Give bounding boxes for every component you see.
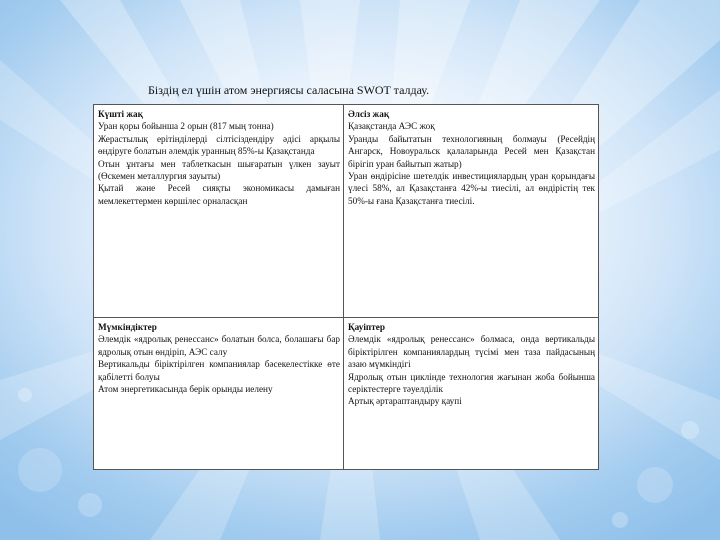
opportunities-heading: Мүмкіндіктер	[98, 322, 157, 332]
weaknesses-item: Уранды байытатын технологияның болмауы (Ресейдің Ангарск, Новоуральск қалаларында Ресей мен Қазақстан бірігіп уран байытып жатыр)	[348, 133, 595, 169]
opportunities-item: Әлемдік «ядролық ренессанс» болатын болса, болашағы бар ядролық отын өндіріп, АЭС салу	[98, 334, 340, 357]
swot-table	[93, 104, 599, 470]
threats-item: Әлемдік «ядролық ренессанс» болмаса, онда вертикальды біріктірілген компаниялардың түсімі мен таза пайдасының азаю мүмкіндігі	[348, 334, 595, 370]
strengths-item: Уран қоры бойынша 2 орын (817 мың тонна)	[98, 121, 274, 132]
opportunities-item: Атом энергетикасында берік орынды иелену	[98, 384, 273, 395]
threats-heading: Қауіптер	[348, 322, 385, 332]
strengths-cell	[94, 105, 344, 318]
threats-item: Артық әртараптандыру қаупі	[348, 396, 462, 407]
weaknesses-item: Қазақстанда АЭС жоқ	[348, 121, 435, 132]
threats-cell	[344, 318, 599, 470]
weaknesses-cell	[344, 105, 599, 318]
threats-item: Ядролық отын циклінде технология жағынан жоба бойынша серіктестерге тәуелділік	[348, 371, 595, 395]
opportunities-cell	[94, 318, 344, 470]
table-row	[94, 318, 599, 470]
weaknesses-heading: Әлсіз жақ	[348, 109, 390, 119]
strengths-item: Қытай және Ресей сияқты экономикасы дамыған мемлекеттермен көршілес орналасқан	[98, 183, 340, 206]
strengths-heading: Күшті жақ	[98, 109, 143, 119]
opportunities-item: Вертикальды біріктірілген компаниялар бәсекелестікке өте қабілетті болуы	[98, 359, 340, 382]
strengths-item: Отын ұнтағы мен таблеткасын шығаратын үлкен зауыт (Өскемен металлургия зауыты)	[98, 158, 340, 182]
table-row	[94, 105, 599, 318]
slide-title: Біздің ел үшін атом энергиясы саласына SWOT талдау.	[148, 83, 430, 97]
strengths-item: Жерастылық ерітінділерді сілтісіздендіру әдісі арқылы өндіруге болатын әлемдік уранның 85%-ы Қазақстанда	[98, 133, 340, 157]
weaknesses-item: Уран өндірісіне шетелдік инвестициялардың уран қорындағы үлесі 58%, ал Қазақстанға 42%-ы тиесілі, ал өндірістің тек 50%-ы ғана Қазақстанға тиесілі.	[348, 171, 595, 206]
